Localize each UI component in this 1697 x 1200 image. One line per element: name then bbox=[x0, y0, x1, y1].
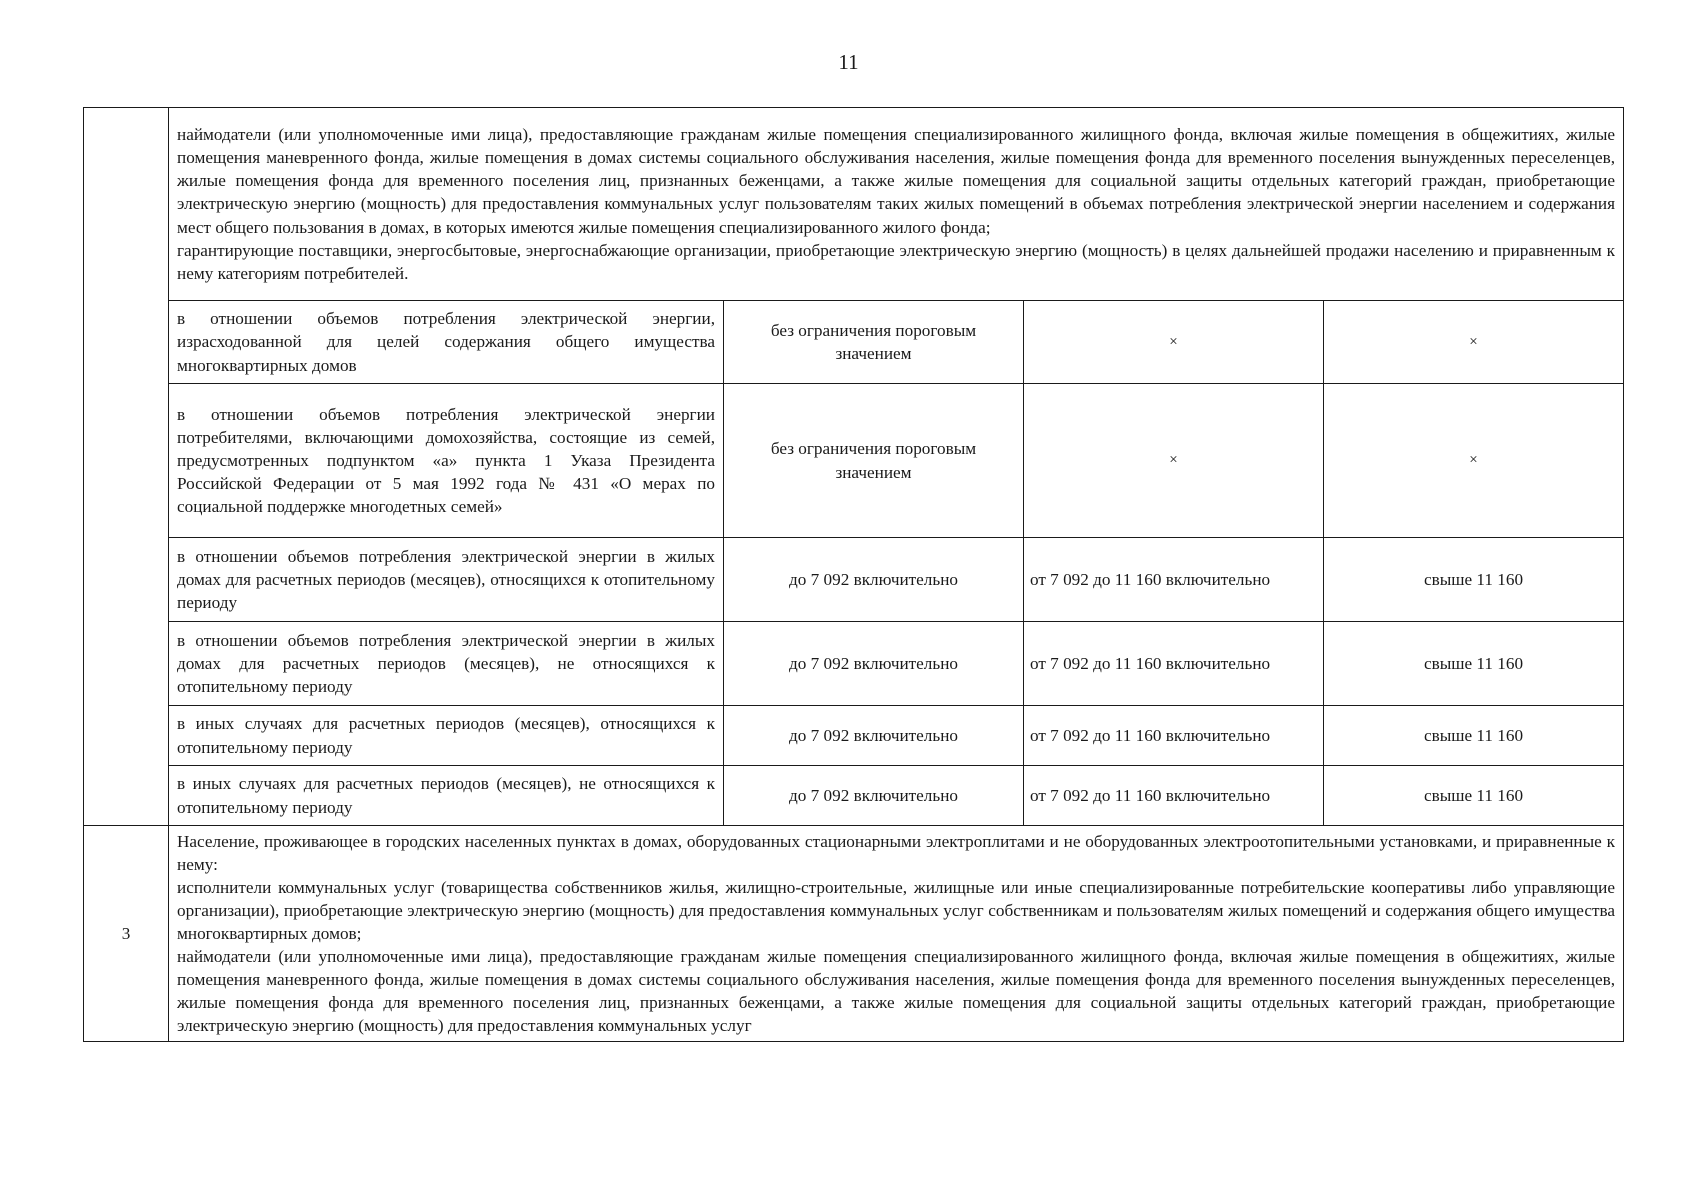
threshold-col1: без ограничения пороговым значением bbox=[724, 301, 1024, 384]
page-number: 11 bbox=[838, 50, 859, 74]
threshold-col2: × bbox=[1024, 384, 1324, 538]
threshold-col3: × bbox=[1324, 384, 1624, 538]
threshold-col1: до 7 092 включительно bbox=[724, 706, 1024, 766]
table-row bbox=[84, 301, 1624, 384]
group3-row bbox=[84, 826, 1624, 1042]
group2-number-cell bbox=[84, 108, 169, 826]
threshold-col2: от 7 092 до 11 160 включительно bbox=[1024, 538, 1324, 622]
row-description: в иных случаях для расчетных периодов (месяцев), не относящихся к отопительному периоду bbox=[169, 766, 724, 826]
row-description: в отношении объемов потребления электрической энергии, израсходованной для целей содержания общего имущества многоквартирных домов bbox=[169, 301, 724, 384]
intro-paragraph: исполнители коммунальных услуг (товарищества собственников жилья, жилищно-строительные, жилищные или иные специализированные потребительские кооперативы либо управляющие организации), приобретающие электрическую энергию (мощность) для предоставления коммунальных услуг собственникам и пользователям жилых помещений и содержания общего имущества многоквартирных домов; bbox=[177, 877, 1615, 943]
threshold-col1: до 7 092 включительно bbox=[724, 766, 1024, 826]
threshold-col1: до 7 092 включительно bbox=[724, 538, 1024, 622]
row-description: в отношении объемов потребления электрической энергии в жилых домах для расчетных периодов (месяцев), относящихся к отопительному периоду bbox=[169, 538, 724, 622]
intro-paragraph: Население, проживающее в городских населенных пунктах в домах, оборудованных стационарными электроплитами и не оборудованных электроотопительными установками, и приравненные к нему: bbox=[177, 831, 1615, 874]
row-description: в отношении объемов потребления электрической энергии в жилых домах для расчетных периодов (месяцев), не относящихся к отопительному периоду bbox=[169, 622, 724, 706]
intro-paragraph: наймодатели (или уполномоченные ими лица), предоставляющие гражданам жилые помещения специализированного жилищного фонда, включая жилые помещения в общежитиях, жилые помещения маневренного фонда, жилые помещения в домах системы социального обслуживания населения, жилые помещения фонда для временного поселения вынужденных переселенцев, жилые помещения фонда для временного поселения лиц, признанных беженцами, а также жилые помещения для социальной защиты отдельных категорий граждан, приобретающие электрическую энергию (мощность) для предоставления коммунальных услуг bbox=[177, 947, 1615, 1036]
threshold-col3: × bbox=[1324, 301, 1624, 384]
threshold-col2: × bbox=[1024, 301, 1324, 384]
threshold-col2: от 7 092 до 11 160 включительно bbox=[1024, 706, 1324, 766]
threshold-col3: свыше 11 160 bbox=[1324, 538, 1624, 622]
threshold-col1: до 7 092 включительно bbox=[724, 622, 1024, 706]
threshold-col2: от 7 092 до 11 160 включительно bbox=[1024, 622, 1324, 706]
table-row bbox=[84, 538, 1624, 622]
threshold-col3: свыше 11 160 bbox=[1324, 706, 1624, 766]
tariff-table bbox=[83, 107, 1624, 1042]
table-row bbox=[84, 622, 1624, 706]
intro-paragraph: наймодатели (или уполномоченные ими лица), предоставляющие гражданам жилые помещения специализированного жилищного фонда, включая жилые помещения в общежитиях, жилые помещения маневренного фонда, жилые помещения в домах системы социального обслуживания населения, жилые помещения фонда для временного поселения вынужденных переселенцев, жилые помещения фонда для временного поселения лиц, признанных беженцами, а также жилые помещения для социальной защиты отдельных категорий граждан, приобретающие электрическую энергию (мощность) для предоставления коммунальных услуг пользователям таких жилых помещений в объемах потребления электрической энергии населением и содержания мест общего пользования в домах, в которых имеются жилые помещения специализированного жилого фонда; bbox=[177, 125, 1615, 237]
row-description: в отношении объемов потребления электрической энергии потребителями, включающими домохозяйства, состоящие из семей, предусмотренных подпунктом «а» пункта 1 Указа Президента Российской Федерации от 5 мая 1992 года № 431 «О мерах по социальной поддержке многодетных семей» bbox=[169, 384, 724, 538]
threshold-col3: свыше 11 160 bbox=[1324, 622, 1624, 706]
threshold-col1: без ограничения пороговым значением bbox=[724, 384, 1024, 538]
row-description: в иных случаях для расчетных периодов (месяцев), относящихся к отопительному периоду bbox=[169, 706, 724, 766]
threshold-col2: от 7 092 до 11 160 включительно bbox=[1024, 766, 1324, 826]
group2-intro-row bbox=[84, 108, 1624, 301]
table-row bbox=[84, 766, 1624, 826]
group2-intro-cell bbox=[169, 108, 1624, 301]
threshold-col3: свыше 11 160 bbox=[1324, 766, 1624, 826]
table-row bbox=[84, 706, 1624, 766]
group3-intro-cell bbox=[169, 826, 1624, 1042]
table-row bbox=[84, 384, 1624, 538]
intro-paragraph: гарантирующие поставщики, энергосбытовые, энергоснабжающие организации, приобретающие электрическую энергию (мощность) в целях дальнейшей продажи населению и приравненным к нему категориям потребителей. bbox=[177, 240, 1615, 283]
group3-number-cell: 3 bbox=[84, 826, 169, 1042]
